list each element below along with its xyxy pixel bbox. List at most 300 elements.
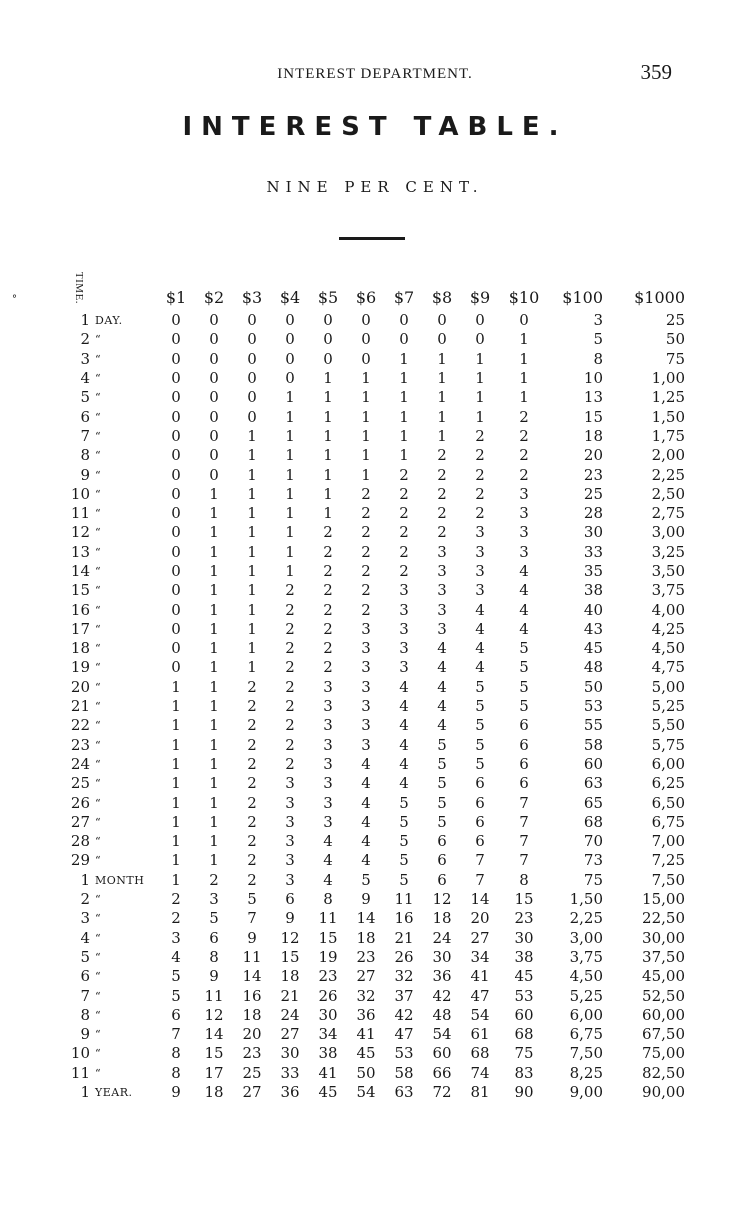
col-header-6: $6	[355, 287, 377, 307]
table-cell: 2,00	[651, 446, 685, 465]
table-cell: 1	[475, 388, 485, 407]
table-cell: 2	[361, 600, 371, 619]
table-cell: 1,00	[651, 369, 685, 388]
table-cell: 25	[583, 484, 603, 503]
row-time-number: 3	[80, 909, 90, 928]
table-cell: 18	[432, 909, 452, 928]
table-cell: 4	[399, 697, 409, 716]
table-cell: 7	[247, 909, 257, 928]
table-row	[70, 1083, 685, 1102]
table-cell: 1	[361, 465, 371, 484]
table-cell: 2	[247, 754, 257, 773]
running-head: INTEREST DEPARTMENT.	[277, 66, 473, 82]
table-cell: 10	[583, 369, 603, 388]
table-cell: 33	[583, 542, 603, 561]
table-cell: 30	[318, 1005, 338, 1024]
table-cell: 3	[399, 619, 409, 638]
table-cell: 4	[399, 716, 409, 735]
table-cell: 1	[209, 619, 219, 638]
table-cell: 8	[171, 1044, 181, 1063]
table-cell: 38	[514, 947, 534, 966]
row-time-unit: “	[95, 815, 102, 829]
table-cell: 3	[285, 774, 295, 793]
table-cell: 2	[519, 426, 529, 445]
table-cell: 6,00	[651, 754, 685, 773]
table-cell: 61	[470, 1025, 490, 1044]
table-cell: 3	[475, 562, 485, 580]
table-cell: 2	[285, 619, 295, 638]
table-row	[70, 639, 685, 658]
table-cell: 3	[475, 581, 485, 600]
table-cell: 90,00	[642, 1083, 685, 1102]
table-cell: 2	[323, 639, 333, 658]
table-cell: 3	[519, 523, 529, 542]
table-row	[70, 755, 685, 774]
table-cell: 3	[323, 754, 333, 773]
table-cell: 2	[247, 870, 257, 889]
table-cell: 4	[475, 619, 485, 638]
table-cell: 0	[171, 465, 181, 484]
table-cell: 1	[209, 562, 219, 580]
table-cell: 15	[318, 928, 338, 947]
table-cell: 2	[399, 504, 409, 523]
table-cell: 0	[399, 330, 409, 349]
row-time-number: 20	[70, 677, 90, 696]
table-cell: 23	[583, 465, 603, 484]
row-time-unit: “	[95, 603, 102, 617]
table-cell: 0	[171, 407, 181, 426]
table-cell: 1	[399, 407, 409, 426]
table-cell: 5	[399, 851, 409, 870]
table-cell: 1	[361, 446, 371, 465]
table-cell: 3	[437, 542, 447, 561]
table-cell: 1	[247, 619, 257, 638]
row-time-unit: “	[95, 680, 102, 694]
table-cell: 4,50	[651, 639, 685, 658]
row-time-unit: “	[95, 584, 102, 598]
table-cell: 12	[432, 890, 452, 909]
table-cell: 3	[399, 600, 409, 619]
table-cell: 14	[356, 909, 376, 928]
table-cell: 4	[399, 677, 409, 696]
table-row	[70, 446, 685, 465]
table-cell: 6,75	[651, 812, 685, 831]
table-cell: 0	[285, 311, 295, 330]
row-time-number: 23	[70, 735, 90, 754]
table-cell: 3,75	[569, 947, 603, 966]
table-cell: 7,25	[651, 851, 685, 870]
table-cell: 2	[399, 465, 409, 484]
table-cell: 58	[394, 1063, 414, 1082]
table-cell: 1	[285, 504, 295, 523]
table-cell: 3	[437, 619, 447, 638]
row-time-number: 3	[80, 349, 90, 368]
row-time-unit: “	[95, 410, 102, 424]
table-cell: 6	[285, 890, 295, 909]
table-cell: 9	[209, 967, 219, 986]
table-cell: 53	[394, 1044, 414, 1063]
row-time-number: 9	[80, 1025, 90, 1044]
table-cell: 75,00	[642, 1044, 685, 1063]
table-cell: 8	[323, 890, 333, 909]
table-cell: 1	[285, 407, 295, 426]
table-cell: 47	[470, 986, 490, 1005]
table-cell: 9	[247, 928, 257, 947]
table-cell: 5,00	[651, 677, 685, 696]
table-cell: 4	[519, 619, 529, 638]
table-cell: 4	[323, 870, 333, 889]
table-cell: 6,75	[569, 1025, 603, 1044]
table-cell: 24	[280, 1005, 300, 1024]
table-cell: 0	[323, 349, 333, 368]
table-cell: 1	[171, 832, 181, 851]
table-cell: 1	[209, 812, 219, 831]
table-row	[70, 986, 685, 1005]
table-cell: 16	[242, 986, 262, 1005]
row-time-number: 24	[70, 754, 90, 773]
table-cell: 2	[475, 504, 485, 523]
table-cell: 6	[475, 774, 485, 793]
table-cell: 1	[247, 542, 257, 561]
table-row	[70, 388, 685, 407]
table-cell: 0	[209, 369, 219, 388]
table-cell: 33	[280, 1063, 300, 1082]
table-row	[70, 465, 685, 484]
title-rule-divider	[339, 237, 405, 240]
table-cell: 0	[323, 311, 333, 330]
table-cell: 2	[323, 523, 333, 542]
table-cell: 1	[171, 754, 181, 773]
table-cell: 0	[171, 542, 181, 561]
table-cell: 1	[519, 388, 529, 407]
table-cell: 34	[470, 947, 490, 966]
page-number: 359	[640, 60, 672, 84]
table-cell: 5	[475, 754, 485, 773]
table-cell: 4,75	[651, 658, 685, 677]
table-cell: 0	[437, 311, 447, 330]
table-cell: 4	[437, 716, 447, 735]
table-cell: 60	[432, 1044, 452, 1063]
table-cell: 2	[171, 890, 181, 909]
col-header-7: $7	[393, 287, 415, 307]
table-cell: 35	[583, 562, 603, 580]
table-cell: 1	[323, 369, 333, 388]
table-cell: 9	[285, 909, 295, 928]
table-cell: 1	[209, 523, 219, 542]
table-cell: 53	[583, 697, 603, 716]
table-cell: 63	[583, 774, 603, 793]
table-cell: 5	[475, 697, 485, 716]
col-header-10: $10	[508, 287, 540, 307]
table-cell: 1	[209, 851, 219, 870]
table-cell: 2,25	[651, 465, 685, 484]
table-cell: 11	[394, 890, 414, 909]
table-cell: 0	[209, 330, 219, 349]
row-time-unit: DAY.	[95, 314, 123, 328]
table-cell: 2	[171, 909, 181, 928]
table-cell: 1	[475, 349, 485, 368]
table-row	[70, 620, 685, 639]
table-cell: 1	[399, 369, 409, 388]
table-cell: 2	[399, 484, 409, 503]
table-cell: 2	[323, 562, 333, 580]
col-header-4: $4	[279, 287, 301, 307]
table-row	[70, 851, 685, 870]
table-cell: 6	[519, 735, 529, 754]
row-time-number: 14	[70, 562, 90, 580]
table-cell: 25	[665, 311, 685, 330]
row-time-unit: “	[95, 333, 102, 347]
table-cell: 3	[519, 504, 529, 523]
table-header-row	[70, 283, 685, 311]
table-cell: 6	[209, 928, 219, 947]
table-cell: 2	[475, 446, 485, 465]
table-cell: 3	[209, 890, 219, 909]
row-time-number: 18	[70, 639, 90, 658]
table-cell: 2	[437, 446, 447, 465]
table-cell: 3	[361, 658, 371, 677]
table-cell: 2	[361, 504, 371, 523]
table-cell: 3	[323, 697, 333, 716]
col-header-8: $8	[431, 287, 453, 307]
table-cell: 5	[437, 793, 447, 812]
table-cell: 1	[209, 832, 219, 851]
table-cell: 54	[432, 1025, 452, 1044]
table-cell: 32	[394, 967, 414, 986]
table-cell: 38	[583, 581, 603, 600]
table-cell: 3	[399, 581, 409, 600]
table-cell: 26	[318, 986, 338, 1005]
table-cell: 3	[285, 812, 295, 831]
table-cell: 1	[209, 639, 219, 658]
page-subtitle: NINE PER CENT.	[266, 178, 484, 196]
table-cell: 3,00	[651, 523, 685, 542]
table-cell: 15	[514, 890, 534, 909]
row-time-number: 8	[80, 446, 90, 465]
table-cell: 1	[247, 600, 257, 619]
table-cell: 54	[356, 1083, 376, 1102]
row-time-number: 15	[70, 581, 90, 600]
table-cell: 26	[394, 947, 414, 966]
row-time-number: 4	[80, 928, 90, 947]
table-cell: 3	[399, 639, 409, 658]
table-cell: 1	[519, 369, 529, 388]
table-cell: 0	[247, 369, 257, 388]
row-time-unit: “	[95, 1008, 102, 1022]
table-cell: 4	[361, 812, 371, 831]
table-cell: 3,50	[651, 562, 685, 580]
table-cell: 6,50	[651, 793, 685, 812]
table-row	[70, 658, 685, 677]
row-time-number: 27	[70, 812, 90, 831]
table-row	[70, 523, 685, 542]
row-time-number: 4	[80, 369, 90, 388]
row-time-unit: “	[95, 912, 102, 926]
table-cell: 3	[475, 523, 485, 542]
table-cell: 27	[470, 928, 490, 947]
table-cell: 3	[323, 812, 333, 831]
table-cell: 3	[361, 735, 371, 754]
table-cell: 0	[209, 426, 219, 445]
table-cell: 2	[285, 581, 295, 600]
table-cell: 5	[519, 639, 529, 658]
table-cell: 5	[247, 890, 257, 909]
table-cell: 4	[361, 774, 371, 793]
table-cell: 4	[437, 658, 447, 677]
table-cell: 1	[285, 446, 295, 465]
table-cell: 55	[583, 716, 603, 735]
table-cell: 1	[247, 426, 257, 445]
table-cell: 0	[171, 581, 181, 600]
table-cell: 32	[356, 986, 376, 1005]
table-cell: 4	[519, 581, 529, 600]
table-cell: 1	[209, 793, 219, 812]
table-row	[70, 543, 685, 562]
table-cell: 0	[399, 311, 409, 330]
table-cell: 1	[171, 697, 181, 716]
table-cell: 0	[209, 446, 219, 465]
table-cell: 3	[361, 639, 371, 658]
table-row	[70, 369, 685, 388]
table-cell: 4	[437, 639, 447, 658]
row-time-unit: “	[95, 700, 102, 714]
table-cell: 15	[204, 1044, 224, 1063]
table-cell: 3	[361, 619, 371, 638]
table-cell: 4	[519, 562, 529, 580]
row-time-unit: “	[95, 970, 102, 984]
table-cell: 73	[583, 851, 603, 870]
table-cell: 5	[437, 812, 447, 831]
table-cell: 0	[247, 388, 257, 407]
table-cell: 4	[361, 851, 371, 870]
table-cell: 72	[432, 1083, 452, 1102]
row-time-unit: “	[95, 777, 102, 791]
row-time-unit: “	[95, 468, 102, 482]
table-cell: 12	[280, 928, 300, 947]
table-cell: 1	[209, 581, 219, 600]
table-cell: 2	[361, 562, 371, 580]
table-cell: 0	[361, 311, 371, 330]
row-time-unit: “	[95, 372, 102, 386]
table-cell: 27	[356, 967, 376, 986]
table-cell: 1	[247, 446, 257, 465]
table-cell: 60	[514, 1005, 534, 1024]
table-cell: 4	[399, 774, 409, 793]
table-cell: 1	[437, 369, 447, 388]
table-cell: 2	[399, 523, 409, 542]
table-cell: 6,00	[569, 1005, 603, 1024]
table-cell: 0	[285, 369, 295, 388]
table-cell: 1	[247, 581, 257, 600]
table-cell: 1	[519, 349, 529, 368]
table-cell: 0	[171, 600, 181, 619]
table-cell: 11	[318, 909, 338, 928]
table-row	[70, 1064, 685, 1083]
table-cell: 18	[204, 1083, 224, 1102]
table-cell: 3	[361, 716, 371, 735]
table-cell: 0	[171, 369, 181, 388]
table-cell: 81	[470, 1083, 490, 1102]
table-cell: 1	[209, 774, 219, 793]
table-cell: 20	[583, 446, 603, 465]
table-cell: 2	[285, 639, 295, 658]
table-cell: 6	[519, 754, 529, 773]
table-cell: 68	[470, 1044, 490, 1063]
table-cell: 0	[171, 619, 181, 638]
table-row	[70, 890, 685, 909]
table-cell: 5	[593, 330, 603, 349]
table-row	[70, 350, 685, 369]
table-cell: 0	[519, 311, 529, 330]
table-cell: 5,50	[651, 716, 685, 735]
table-cell: 1,25	[651, 388, 685, 407]
table-cell: 5	[399, 870, 409, 889]
row-time-number: 19	[70, 658, 90, 677]
table-cell: 2	[399, 562, 409, 580]
table-cell: 2	[285, 600, 295, 619]
table-row	[70, 600, 685, 619]
row-time-number: 6	[80, 967, 90, 986]
table-cell: 3	[437, 562, 447, 580]
table-cell: 7,50	[651, 870, 685, 889]
table-cell: 16	[394, 909, 414, 928]
table-cell: 9,00	[569, 1083, 603, 1102]
table-cell: 2	[247, 851, 257, 870]
table-cell: 34	[318, 1025, 338, 1044]
table-cell: 3	[323, 774, 333, 793]
table-cell: 0	[171, 388, 181, 407]
row-time-number: 5	[80, 947, 90, 966]
table-cell: 7	[519, 793, 529, 812]
table-cell: 7	[519, 812, 529, 831]
table-cell: 1	[361, 369, 371, 388]
col-header-1: $1	[165, 287, 187, 307]
table-cell: 17	[204, 1063, 224, 1082]
table-cell: 0	[247, 311, 257, 330]
table-cell: 6	[519, 716, 529, 735]
table-cell: 60	[583, 754, 603, 773]
table-cell: 2	[437, 465, 447, 484]
table-cell: 2	[247, 793, 257, 812]
table-cell: 4	[475, 600, 485, 619]
table-row	[70, 581, 685, 600]
row-time-number: 25	[70, 774, 90, 793]
table-cell: 47	[394, 1025, 414, 1044]
row-time-unit: “	[95, 391, 102, 405]
table-cell: 6	[437, 870, 447, 889]
table-row	[70, 427, 685, 446]
row-time-number: 5	[80, 388, 90, 407]
table-cell: 22,50	[642, 909, 685, 928]
table-cell: 0	[171, 639, 181, 658]
row-time-unit: “	[95, 950, 102, 964]
table-cell: 2	[323, 542, 333, 561]
table-cell: 0	[437, 330, 447, 349]
table-cell: 1,50	[651, 407, 685, 426]
table-cell: 2	[285, 716, 295, 735]
table-cell: 8	[171, 1063, 181, 1082]
table-cell: 2,50	[651, 484, 685, 503]
table-cell: 2	[285, 677, 295, 696]
margin-mark: °	[12, 294, 17, 305]
table-cell: 83	[514, 1063, 534, 1082]
table-cell: 1	[209, 677, 219, 696]
table-cell: 5	[437, 774, 447, 793]
table-cell: 3,00	[569, 928, 603, 947]
table-cell: 7	[475, 870, 485, 889]
table-cell: 4	[399, 754, 409, 773]
table-cell: 54	[470, 1005, 490, 1024]
